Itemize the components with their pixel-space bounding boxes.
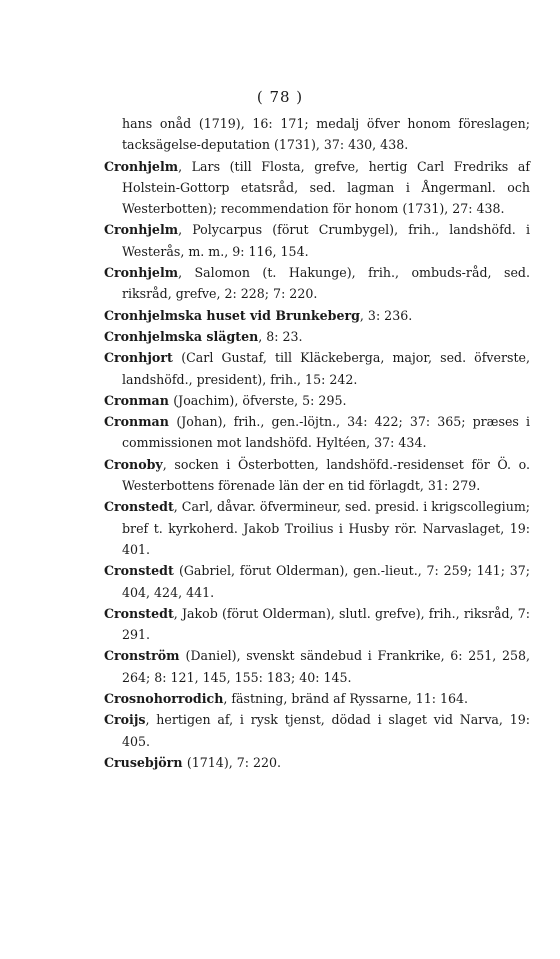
entry-headword: Croijs xyxy=(104,712,146,728)
index-entry: Crusebjörn (1714), 7: 220. xyxy=(104,754,282,770)
entry-headword: Cronstedt xyxy=(104,563,179,579)
index-entry: Cronman (Joachim), öfverste, 5: 295. xyxy=(104,392,347,408)
index-entry: Cronoby, socken i Österbotten, landshöfd.-residenset för Ö. o. Westerbottens förenade län der en tid förlagdt, 31: 279. xyxy=(104,456,530,494)
entry-headword: Cronman xyxy=(104,392,174,408)
entry-headword: Crosnohorrodich xyxy=(104,691,224,707)
index-entry: Cronhjelm, Salomon (t. Hakunge), frih., ombuds-råd, sed. riksråd, grefve, 2: 228; 7: 220. xyxy=(104,265,530,302)
index-entry: Crosnohorrodich, fästning, bränd af Ryssarne, 11: 164. xyxy=(104,691,469,707)
index-entry: Cronstedt, Jakob (förut Olderman), slutl. grefve), frih., riksråd, 7: 291. xyxy=(104,605,530,643)
entry-headword: Crusebjörn xyxy=(104,754,187,770)
index-entry: Cronhjelmska huset vid Brunkeberg, 3: 236. xyxy=(104,307,413,323)
index-entries xyxy=(104,113,530,773)
index-entry: Cronhjelmska slägten, 8: 23. xyxy=(104,328,303,344)
entry-headword: Cronhjelm xyxy=(104,158,179,174)
index-entry: Cronhjort (Carl Gustaf, till Kläckeberga, major, sed. öfverste, landshöfd., president), frih., 15: 242. xyxy=(104,350,530,387)
entry-headword: Cronhjelm xyxy=(104,265,179,281)
index-entry: Cronstedt, Carl, dåvar. öfvermineur, sed. presid. i krigscollegium; bref t. kyrkoherd. Jakob Troilius i Husby rör. Narvaslaget, 19: 401. xyxy=(104,499,530,557)
entry-headword: Cronstedt xyxy=(104,605,174,621)
entry-headword: Cronhjelmska huset vid Brunkeberg xyxy=(104,307,360,323)
index-entry: Cronström (Daniel), svenskt sändebud i Frankrike, 6: 251, 258, 264; 8: 121, 145, 155: 183; 40: 145. xyxy=(104,648,530,685)
index-entry: Cronstedt (Gabriel, förut Olderman), gen.-lieut., 7: 259; 141; 37; 404, 424, 441. xyxy=(104,563,530,600)
entry-headword: Cronström xyxy=(104,648,186,664)
entry-headword: Cronoby xyxy=(104,456,163,472)
entry-headword: Cronstedt xyxy=(104,499,174,515)
entry-headword: Cronhjelm xyxy=(104,222,179,238)
entry-headword: Cronhjelmska slägten xyxy=(104,328,259,344)
index-entry: Croijs, hertigen af, i rysk tjenst, dödad i slaget vid Narva, 19: 405. xyxy=(104,712,530,749)
index-entry: Cronhjelm, Polycarpus (förut Crumbygel), frih., landshöfd. i Westerås, m. m., 9: 116, 154. xyxy=(104,222,530,259)
page-number: ( 78 ) xyxy=(256,88,304,106)
index-entry: Cronhjelm, Lars (till Flosta, grefve, hertig Carl Fredriks af Holstein-Gottorp etatsråd, sed. lagman i Ångermanl. och Westerbotten); recommendation för honom (1731), 27: 438. xyxy=(104,158,530,217)
entry-headword: Cronhjort xyxy=(104,350,182,366)
index-entry: hans onåd (1719), 16: 171; medalj öfver honom föreslagen; tacksägelse-deputation (1731), 37: 430, 438. xyxy=(122,116,530,153)
index-entry: Cronman (Johan), frih., gen.-löjtn., 34: 422; 37: 365; præses i commissionen mot landshöfd. Hyltéen, 37: 434. xyxy=(104,414,530,451)
entry-headword: Cronman xyxy=(104,414,177,430)
